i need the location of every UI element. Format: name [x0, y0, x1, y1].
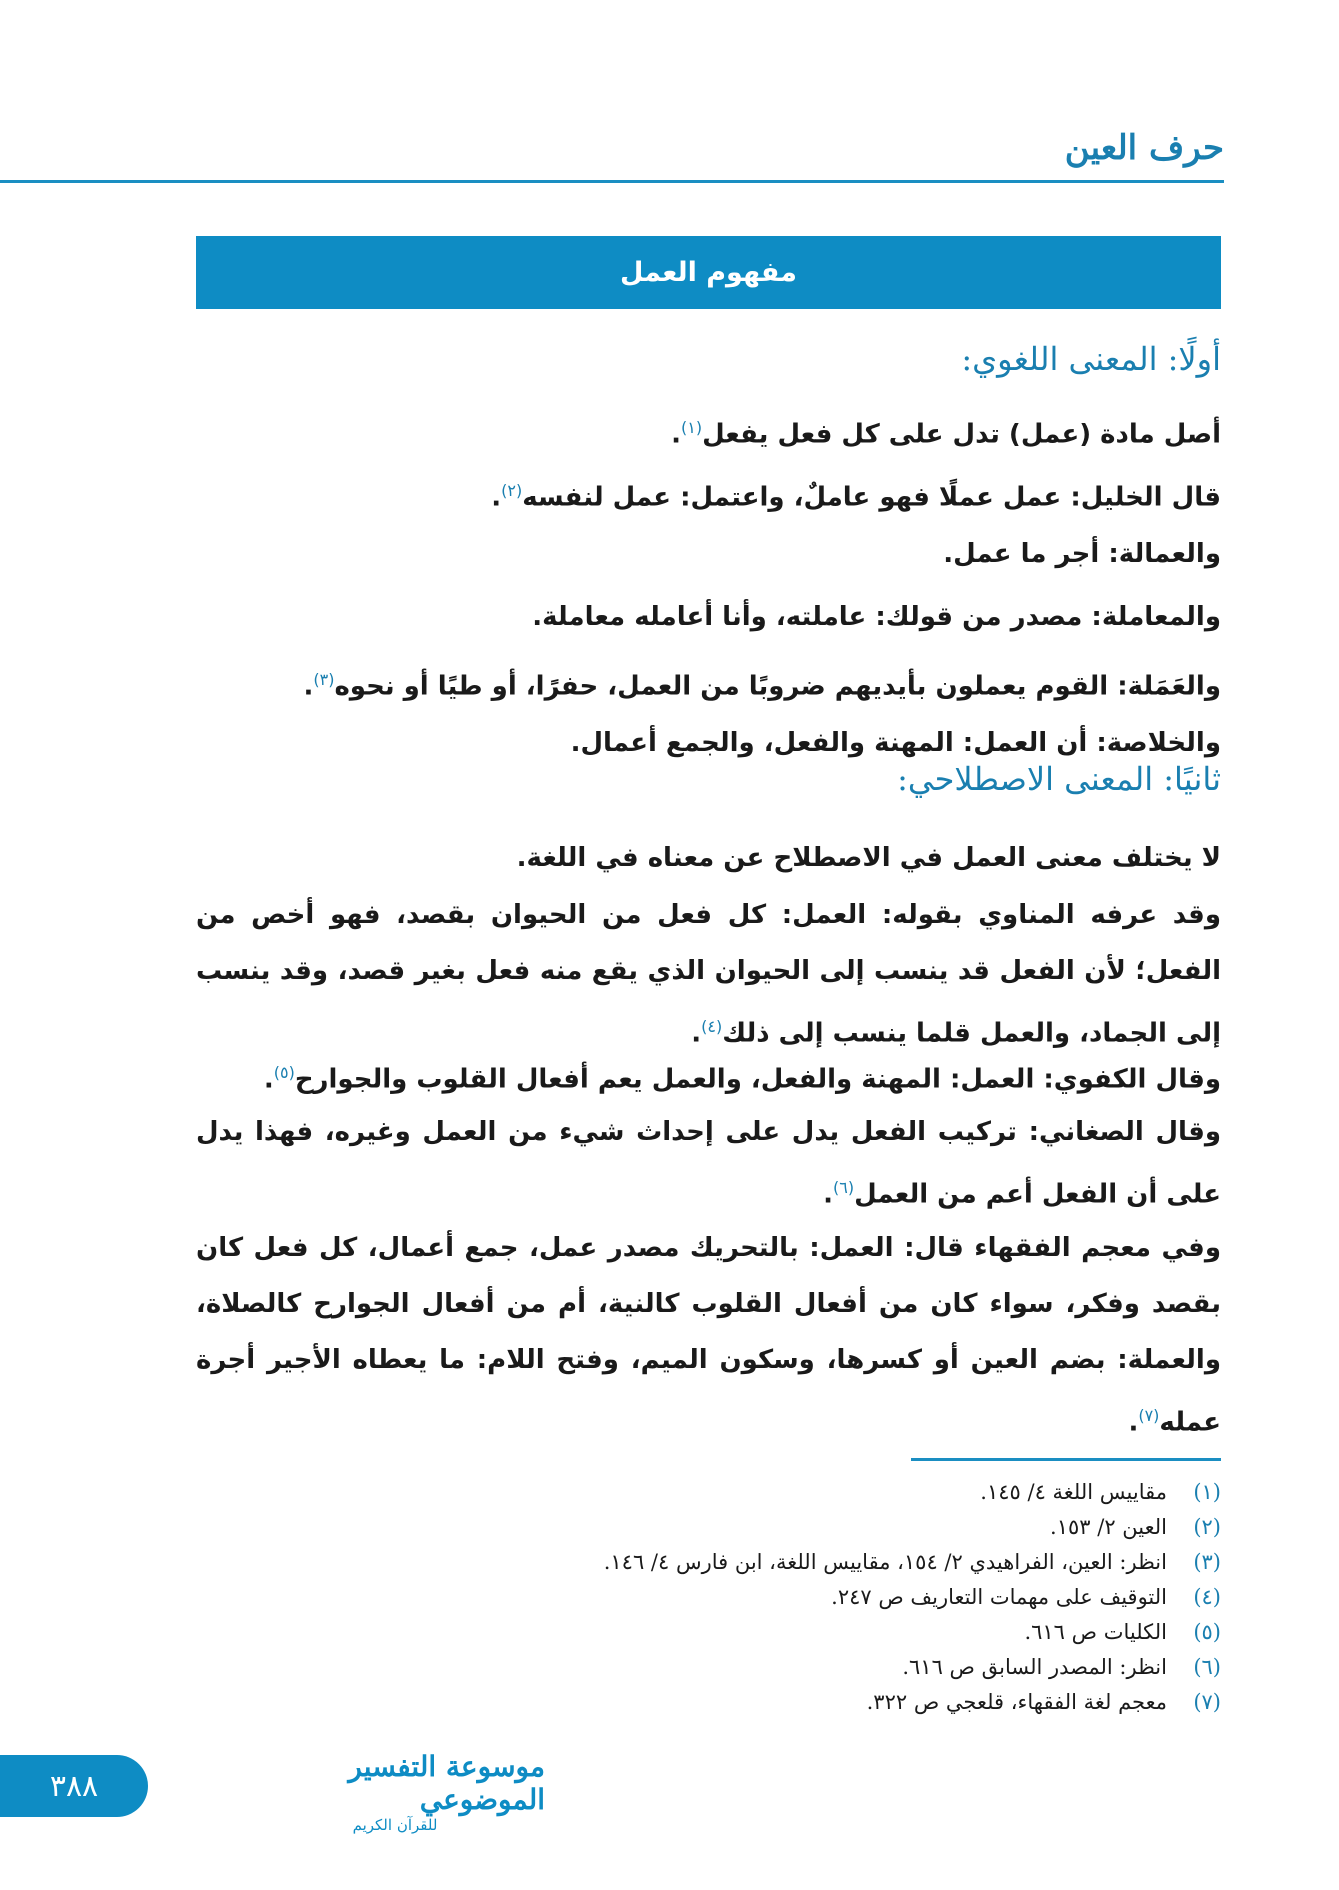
- footnote-ref[interactable]: (٥): [273, 1063, 295, 1082]
- section-banner: [196, 236, 1221, 309]
- page-number: ٣٨٨: [49, 1768, 99, 1804]
- footnote-text: معجم لغة الفقهاء، قلعجي ص ٣٢٢.: [866, 1690, 1167, 1714]
- paragraph: [196, 652, 1221, 715]
- footnote: [196, 1545, 1221, 1580]
- footnote-text: مقاييس اللغة ٤/ ١٤٥.: [980, 1480, 1167, 1504]
- paragraph-text: والخلاصة: أن العمل: المهنة والفعل، والجمع أعمال.: [570, 728, 1221, 758]
- footnote-ref[interactable]: (٤): [701, 1017, 723, 1036]
- paragraph: [196, 887, 1221, 1062]
- running-head: حرف العين: [1064, 128, 1224, 168]
- header-rule: [0, 180, 1224, 183]
- paragraph-text: وقال الصغاني: تركيب الفعل يدل على إحداث شيء من العمل وغيره، فهذا يدل على أن الفعل أعم من العمل: [196, 1117, 1221, 1210]
- paragraph: [196, 1220, 1221, 1451]
- footnote-text: التوقيف على مهمات التعاريف ص ٢٤٧.: [831, 1585, 1167, 1609]
- paragraph: [196, 1045, 1221, 1108]
- footnote-text: انظر: المصدر السابق ص ٦١٦.: [902, 1655, 1167, 1679]
- paragraph-text: لا يختلف معنى العمل في الاصطلاح عن معناه في اللغة.: [516, 843, 1221, 873]
- section-heading-terminological: ثانيًا: المعنى الاصطلاحي:: [897, 760, 1221, 798]
- paragraph: [196, 589, 1221, 645]
- paragraph: [196, 463, 1221, 526]
- banner-title: مفهوم العمل: [620, 257, 797, 288]
- paragraph-text: وفي معجم الفقهاء قال: العمل: بالتحريك مصدر عمل، جمع أعمال، كل فعل كان بقصد وفكر، سواء كان من أفعال القلوب كالنية، أم من أفعال الجوارح كالصلاة، والعملة: بضم العين أو كسرها، وسكون الميم، وفتح اللام: ما يعطاه الأجير أجرة عمله: [196, 1233, 1221, 1438]
- footnote: [196, 1475, 1221, 1510]
- footnote-text: الكليات ص ٦١٦.: [1024, 1620, 1167, 1644]
- footnote: [196, 1510, 1221, 1545]
- footnote: [196, 1650, 1221, 1685]
- footnote: [196, 1685, 1221, 1720]
- paragraph-end: .: [263, 1064, 274, 1095]
- footnote: [196, 1615, 1221, 1650]
- footnote-ref[interactable]: (٢): [501, 481, 523, 500]
- page-number-badge: [0, 1755, 148, 1817]
- paragraph-text: أصل مادة (عمل) تدل على كل فعل يفعل: [702, 419, 1221, 450]
- footnote-ref[interactable]: (٦): [833, 1178, 855, 1197]
- footnote-ref[interactable]: (٧): [1138, 1406, 1160, 1425]
- paragraph-text: والعَمَلة: القوم يعملون بأيديهم ضروبًا من العمل، حفرًا، أو طيًا أو نحوه: [334, 671, 1221, 702]
- footnote-number: (٢): [1193, 1515, 1221, 1539]
- paragraph: [196, 526, 1221, 582]
- encyclopedia-logo: [245, 1750, 545, 1834]
- paragraph-end: .: [691, 1018, 702, 1049]
- paragraph-end: .: [671, 419, 681, 450]
- footnotes-list: [196, 1475, 1221, 1720]
- paragraph-text: والمعاملة: مصدر من قولك: عاملته، وأنا أعامله معاملة.: [532, 602, 1221, 632]
- footnote: [196, 1580, 1221, 1615]
- section-heading-linguistic: أولًا: المعنى اللغوي:: [961, 340, 1221, 378]
- paragraph: [196, 830, 1221, 886]
- footnote-number: (٦): [1193, 1655, 1221, 1679]
- footnote-number: (١): [1193, 1480, 1221, 1504]
- footnote-text: انظر: العين، الفراهيدي ٢/ ١٥٤، مقاييس اللغة، ابن فارس ٤/ ١٤٦.: [603, 1550, 1167, 1574]
- footnote-number: (٧): [1193, 1690, 1221, 1714]
- paragraph: [196, 400, 1221, 463]
- paragraph-end: .: [1128, 1407, 1139, 1438]
- paragraph-end: .: [491, 482, 502, 513]
- footnote-number: (٤): [1193, 1585, 1221, 1609]
- paragraph-end: .: [823, 1179, 834, 1210]
- logo-subtitle: للقرآن الكريم: [352, 1816, 438, 1834]
- logo-title: موسوعة التفسير الموضوعي: [348, 1750, 545, 1816]
- footnote-rule: [911, 1458, 1221, 1461]
- footnote-number: (٥): [1193, 1620, 1221, 1644]
- paragraph: [196, 1104, 1221, 1223]
- paragraph-text: وقد عرفه المناوي بقوله: العمل: كل فعل من الحيوان بقصد، فهو أخص من الفعل؛ لأن الفعل قد ينسب إلى الحيوان الذي يقع منه فعل بغير قصد، وقد ينسب إلى الجماد، والعمل قلما ينسب إلى ذلك: [196, 900, 1221, 1049]
- paragraph-text: وقال الكفوي: العمل: المهنة والفعل، والعمل يعم أفعال القلوب والجوارح: [294, 1064, 1221, 1095]
- footnote-number: (٣): [1193, 1550, 1221, 1574]
- paragraph-text: والعمالة: أجر ما عمل.: [943, 539, 1221, 569]
- footnote-ref[interactable]: (١): [680, 418, 703, 437]
- paragraph-end: .: [303, 671, 314, 702]
- paragraph-text: قال الخليل: عمل عملًا فهو عاملٌ، واعتمل: عمل لنفسه: [522, 482, 1221, 513]
- footnote-ref[interactable]: (٣): [313, 670, 335, 689]
- footnote-text: العين ٢/ ١٥٣.: [1050, 1515, 1167, 1539]
